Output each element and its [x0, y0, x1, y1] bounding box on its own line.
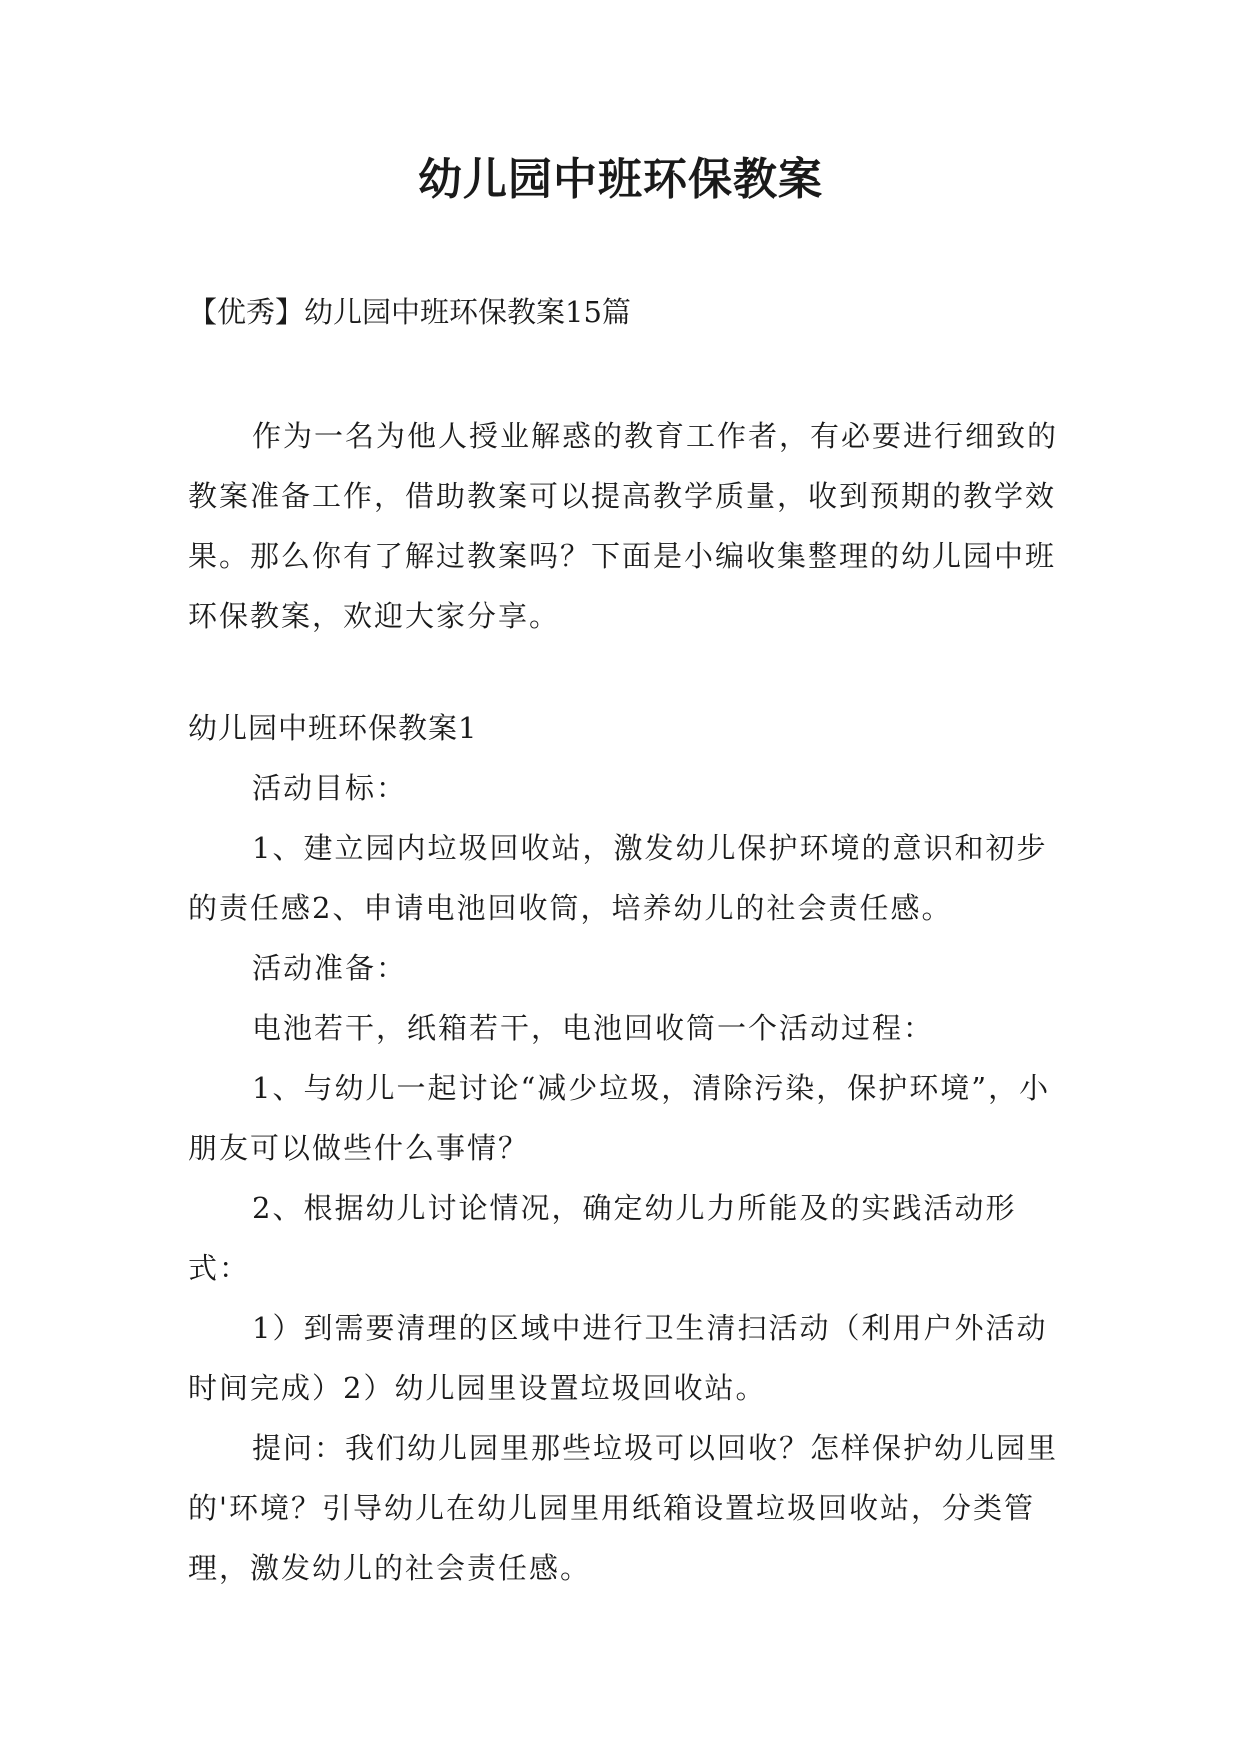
paragraph-step-2: 2、根据幼儿讨论情况，确定幼儿力所能及的实践活动形式：	[188, 1191, 1017, 1285]
paragraph-step-1: 1、与幼儿一起讨论“减少垃圾，清除污染，保护环境”，小朋友可以做些什么事情？	[188, 1071, 1051, 1165]
intro-paragraph: 作为一名为他人授业解惑的教育工作者，有必要进行细致的教案准备工作，借助教案可以提高教学质量，收到预期的教学效果。那么你有了解过教案吗？下面是小编收集整理的幼儿园中班环保教案，欢迎大家分享。	[188, 419, 1059, 633]
paragraph-question: 提问：我们幼儿园里那些垃圾可以回收？怎样保护幼儿园里的'环境？引导幼儿在幼儿园里用纸箱设置垃圾回收站，分类管理，激发幼儿的社会责任感。	[188, 1431, 1059, 1585]
paragraph-goals: 1、建立园内垃圾回收站，激发幼儿保护环境的意识和初步的责任感2、申请电池回收筒，培养幼儿的社会责任感。	[188, 831, 1048, 925]
paragraph-goal-heading: 活动目标：	[252, 771, 408, 805]
document-title: 幼儿园中班环保教案	[418, 154, 823, 205]
paragraph-step-3: 1）到需要清理的区域中进行卫生清扫活动（利用户外活动时间完成）2）幼儿园里设置垃圾回收站。	[188, 1311, 1048, 1405]
section-title: 幼儿园中班环保教案1	[188, 711, 478, 745]
paragraph-prep: 电池若干，纸箱若干，电池回收筒一个活动过程：	[252, 1011, 935, 1045]
intro-section	[188, 406, 1058, 646]
document-subtitle: 【优秀】幼儿园中班环保教案15篇	[188, 295, 631, 329]
lesson-section	[188, 698, 1058, 1598]
paragraph-prep-heading: 活动准备：	[252, 951, 408, 985]
